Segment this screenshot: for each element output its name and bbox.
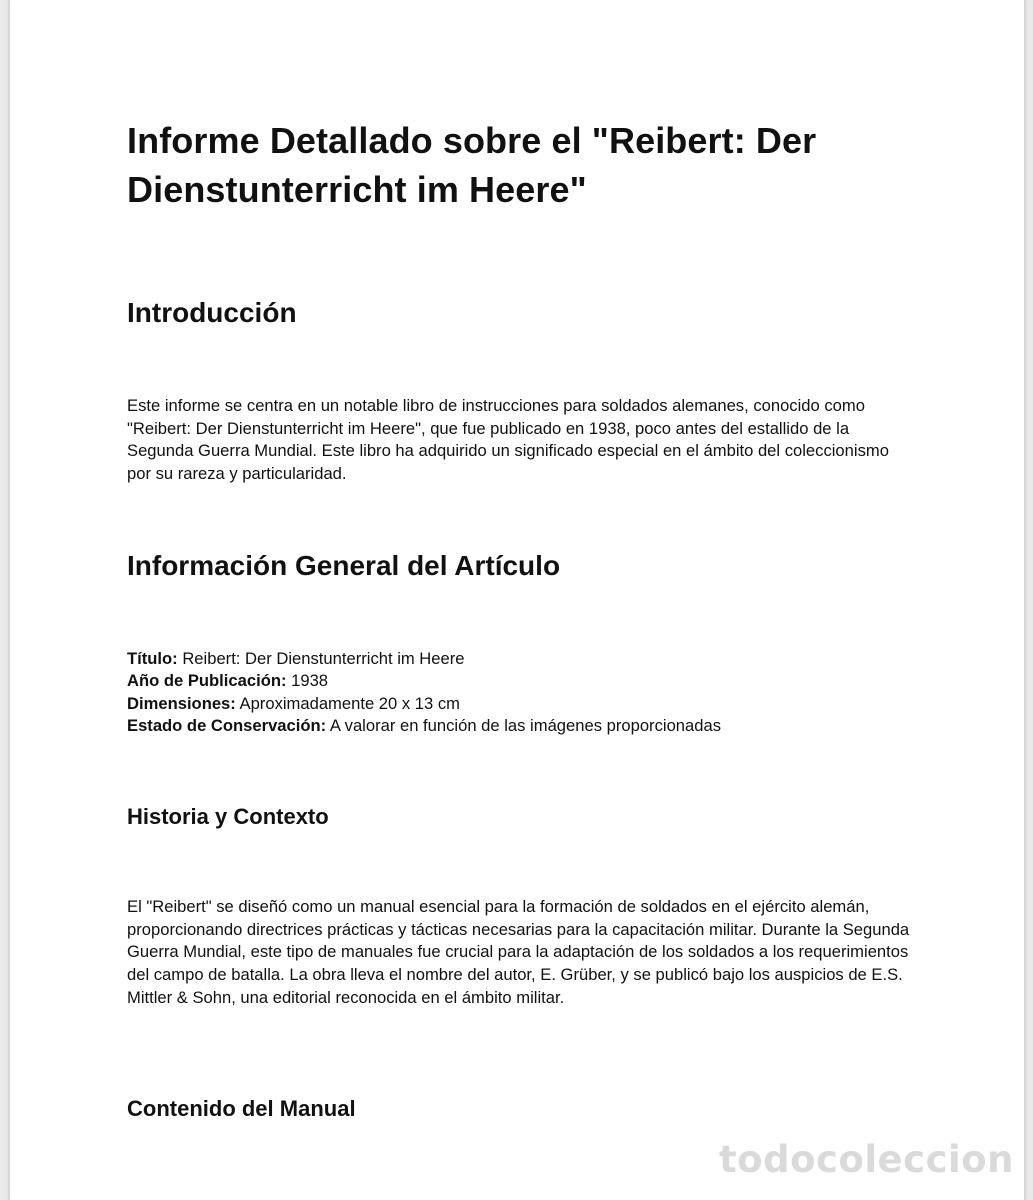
section-heading-general-info: Información General del Artículo: [127, 550, 561, 581]
history-paragraph: El "Reibert" se diseñó como un manual esencial para la formación de soldados en el ejército alemán, proporcionando directrices prácticas y tácticas necesarias para la capacitación militar. Durante la Segunda Guerra Mundial, este tipo de manuales fue crucial para la adaptación de los soldados a los requerimientos del campo de batalla. La obra lleva el nombre del autor, E. Grüber, y se publicó bajo los auspicios de E.S. Mittler & Sohn, una editorial reconocida en el ámbito militar.: [127, 897, 910, 1007]
info-label-year: Año de Publicación:: [127, 671, 287, 691]
info-row-condition: [127, 715, 917, 737]
info-value-dimensions: Aproximadamente 20 x 13 cm: [239, 693, 460, 713]
document-title: Informe Detallado sobre el "Reibert: Der Dienstunterricht im Heere": [127, 120, 817, 210]
info-row-title: [127, 648, 917, 670]
info-row-year: [127, 670, 917, 692]
section-heading-contents: Contenido del Manual: [127, 1096, 356, 1121]
section-heading-introduction: Introducción: [127, 297, 297, 328]
info-value-condition: A valorar en función de las imágenes proporcionadas: [329, 716, 722, 736]
info-label-dimensions: Dimensiones:: [127, 693, 236, 713]
info-row-dimensions: [127, 693, 917, 715]
watermark-logo: todocoleccion: [719, 1138, 1014, 1181]
general-info-list: [127, 648, 917, 738]
info-label-condition: Estado de Conservación:: [127, 716, 327, 736]
info-label-title: Título:: [127, 649, 178, 668]
info-value-title: Reibert: Der Dienstunterricht im Heere: [182, 649, 465, 668]
info-value-year: 1938: [291, 671, 329, 691]
section-heading-history: Historia y Contexto: [127, 804, 329, 829]
document-page: [9, 0, 1025, 1200]
introduction-paragraph: Este informe se centra en un notable libro de instrucciones para soldados alemanes, conocido como "Reibert: Der Dienstunterricht im Heere", que fue publicado en 1938, poco antes del estallido de la Segunda Guerra Mundial. Este libro ha adquirido un significado especial en el ámbito del coleccionismo por su rareza y particularidad.: [127, 396, 889, 484]
